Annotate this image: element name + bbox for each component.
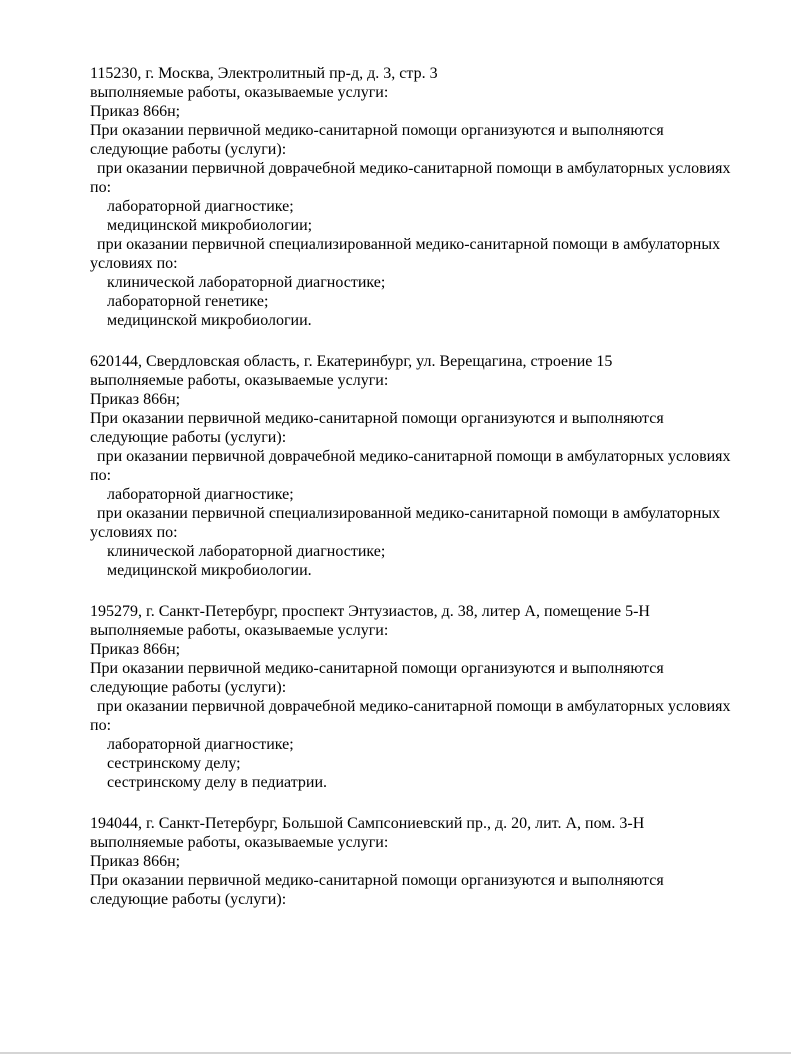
location-block xyxy=(90,602,742,792)
address-line: 195279, г. Санкт-Петербург, проспект Энтузиастов, д. 38, литер А, помещение 5-Н xyxy=(90,603,650,620)
service-item: лабораторной генетике; xyxy=(107,293,269,310)
order-line: Приказ 866н; xyxy=(90,391,181,408)
service-item: лабораторной диагностике; xyxy=(107,736,294,753)
service-sections xyxy=(90,447,742,580)
service-item: лабораторной диагностике; xyxy=(107,486,294,503)
intro-paragraph: При оказании первичной медико-санитарной помощи организуются и выполняются следующие работы (услуги): xyxy=(90,122,664,158)
location-block xyxy=(90,814,742,909)
order-line: Приказ 866н; xyxy=(90,103,181,120)
service-item: сестринскому делу; xyxy=(107,755,241,772)
section-heading: при оказании первичной специализированной медико-санитарной помощи в амбулаторных условиях по: xyxy=(90,236,721,272)
section-heading: при оказании первичной доврачебной медико-санитарной помощи в амбулаторных условиях по: xyxy=(90,698,731,734)
order-line: Приказ 866н; xyxy=(90,853,181,870)
service-item: лабораторной диагностике; xyxy=(107,198,294,215)
service-sections xyxy=(90,697,742,792)
license-document xyxy=(90,64,742,909)
location-block xyxy=(90,352,742,580)
service-item: сестринскому делу в педиатрии. xyxy=(107,774,328,791)
section-heading: при оказании первичной доврачебной медико-санитарной помощи в амбулаторных условиях по: xyxy=(90,160,731,196)
works-services-label: выполняемые работы, оказываемые услуги: xyxy=(90,372,389,389)
works-services-label: выполняемые работы, оказываемые услуги: xyxy=(90,84,389,101)
service-item: клинической лабораторной диагностике; xyxy=(107,274,386,291)
intro-paragraph: При оказании первичной медико-санитарной помощи организуются и выполняются следующие работы (услуги): xyxy=(90,410,664,446)
service-item: медицинской микробиологии; xyxy=(107,217,313,234)
service-sections xyxy=(90,159,742,330)
works-services-label: выполняемые работы, оказываемые услуги: xyxy=(90,834,389,851)
section-heading: при оказании первичной доврачебной медико-санитарной помощи в амбулаторных условиях по: xyxy=(90,448,731,484)
works-services-label: выполняемые работы, оказываемые услуги: xyxy=(90,622,389,639)
address-line: 115230, г. Москва, Электролитный пр-д, д. 3, стр. 3 xyxy=(90,65,438,82)
address-line: 620144, Свердловская область, г. Екатеринбург, ул. Верещагина, строение 15 xyxy=(90,353,613,370)
order-line: Приказ 866н; xyxy=(90,641,181,658)
service-item: медицинской микробиологии. xyxy=(107,312,312,329)
intro-paragraph: При оказании первичной медико-санитарной помощи организуются и выполняются следующие работы (услуги): xyxy=(90,660,664,696)
address-line: 194044, г. Санкт-Петербург, Большой Сампсониевский пр., д. 20, лит. А, пом. 3-Н xyxy=(90,815,645,832)
location-blocks-container xyxy=(90,64,742,909)
service-item: клинической лабораторной диагностике; xyxy=(107,543,386,560)
intro-paragraph: При оказании первичной медико-санитарной помощи организуются и выполняются следующие работы (услуги): xyxy=(90,872,664,908)
section-heading: при оказании первичной специализированной медико-санитарной помощи в амбулаторных условиях по: xyxy=(90,505,721,541)
service-item: медицинской микробиологии. xyxy=(107,562,312,579)
location-block xyxy=(90,64,742,330)
